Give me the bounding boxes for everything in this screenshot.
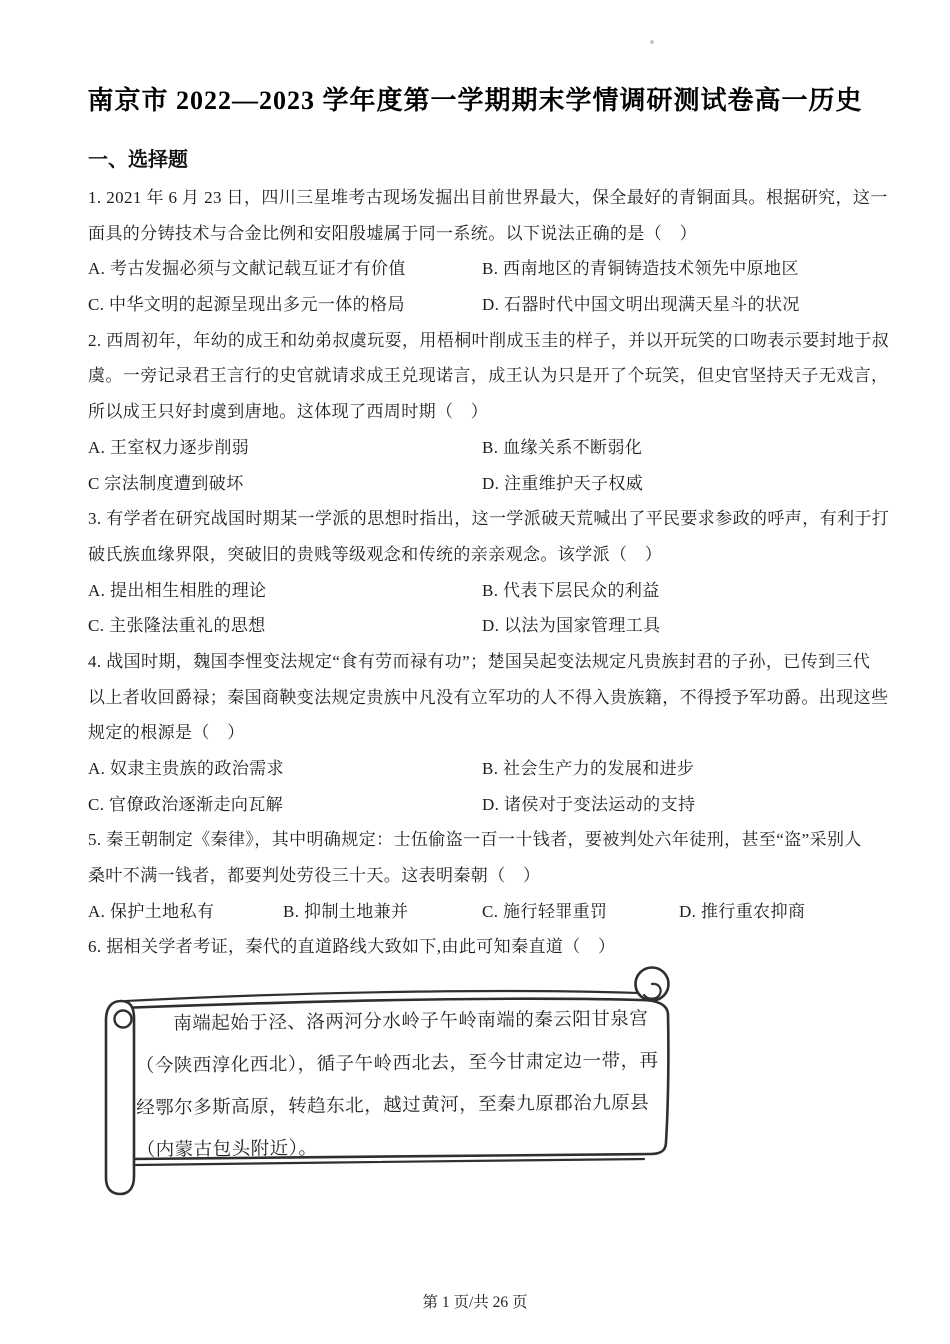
question-6-line: 6. 据相关学者考证，秦代的直道路线大致如下,由此可知秦直道（ ）	[88, 937, 616, 957]
question-4-line: 以上者收回爵禄；秦国商鞅变法规定贵族中凡没有立军功的人不得入贵族籍，不得授予军功爵。出现这些	[88, 687, 889, 707]
scan-artifact-dot	[650, 40, 654, 44]
question-3-options-row	[88, 573, 880, 609]
scroll-line: （内蒙古包头附近）。	[136, 1138, 318, 1161]
scroll-line: 经鄂尔多斯高原，转趋东北，越过黄河，至秦九原郡治九原县	[136, 1093, 650, 1119]
option-d: D. 推行重农抑商	[679, 901, 806, 921]
option-a: A. 考古发掘必须与文献记载互证才有价值	[88, 259, 406, 279]
question-4-line: 4. 战国时期，魏国李悝变法规定“食有劳而禄有功”；楚国吴起变法规定凡贵族封君的子孙，已传到三代	[88, 651, 871, 671]
question-5-options-row	[88, 894, 880, 930]
question-1-options-row	[88, 251, 880, 287]
question-3-line: 3. 有学者在研究战国时期某一学派的思想时指出，这一学派破天荒喊出了平民要求参政的呼声，有利于打	[88, 509, 890, 529]
page-title: 南京市 2022—2023 学年度第一学期期末学情调研测试卷高一历史	[87, 86, 863, 115]
question-4-options-row	[88, 787, 880, 823]
question-1-options-row	[88, 287, 880, 323]
option-d: D. 注重维护天子权威	[482, 473, 644, 493]
option-d: D. 石器时代中国文明出现满天星斗的状况	[482, 295, 800, 315]
option-a: A. 提出相生相胜的理论	[88, 580, 267, 600]
option-b: B. 抑制土地兼并	[283, 901, 409, 921]
option-c: C. 主张隆法重礼的思想	[88, 616, 266, 636]
option-c: C. 施行轻罪重罚	[482, 901, 608, 921]
option-b: B. 代表下层民众的利益	[482, 580, 660, 600]
option-b: B. 血缘关系不断弱化	[482, 437, 643, 457]
option-c: C 宗法制度遭到破坏	[88, 473, 244, 493]
option-c: C. 官僚政治逐渐走向瓦解	[88, 794, 284, 814]
option-a: A. 保护土地私有	[88, 901, 215, 921]
scroll-line: 南端起始于泾、洛两河分水岭子午岭南端的秦云阳甘泉宫	[173, 1009, 649, 1035]
questions-block	[88, 180, 890, 965]
question-1-line: 1. 2021 年 6 月 23 日，四川三星堆考古现场发掘出目前世界最大，保全最好的青铜面具。根据研究，这一	[88, 188, 888, 207]
option-d: D. 诸侯对于变法运动的支持	[482, 794, 696, 814]
question-3-options-row	[88, 608, 880, 644]
page-number: 第 1 页/共 26 页	[422, 1294, 528, 1311]
scroll-text	[135, 998, 665, 1172]
question-2-options-row	[88, 430, 880, 466]
scroll-figure	[90, 960, 690, 1210]
question-3-line: 破氏族血缘界限，突破旧的贵贱等级观念和传统的亲亲观念。该学派（ ）	[88, 544, 663, 564]
question-2-line: 2. 西周初年，年幼的成王和幼弟叔虞玩耍，用梧桐叶削成玉圭的样子，并以开玩笑的口吻表示要封地于叔	[88, 330, 890, 350]
question-1-line: 面具的分铸技术与合金比例和安阳殷墟属于同一系统。以下说法正确的是（ ）	[88, 223, 697, 243]
question-2-options-row	[88, 466, 880, 502]
question-5-line: 桑叶不满一钱者，都要判处劳役三十天。这表明秦朝（ ）	[88, 866, 541, 886]
question-5-line: 5. 秦王朝制定《秦律》，其中明确规定：士伍偷盗一百一十钱者，要被判处六年徒刑，甚至“盗”采别人	[88, 830, 862, 850]
option-a: A. 奴隶主贵族的政治需求	[88, 759, 284, 778]
scroll-line: （今陕西淳化西北），循子午岭西北去，至今甘肃定边一带，再	[135, 1051, 659, 1077]
section-heading: 一、选择题	[88, 149, 188, 171]
option-d: D. 以法为国家管理工具	[482, 616, 661, 636]
question-4-line: 规定的根源是（ ）	[88, 723, 245, 743]
option-c: C. 中华文明的起源呈现出多元一体的格局	[88, 295, 405, 315]
option-b: B. 社会生产力的发展和进步	[482, 759, 695, 778]
question-2-line: 虞。一旁记录君王言行的史官就请求成王兑现诺言，成王认为只是开了个玩笑，但史官坚持天子无戏言，	[88, 366, 889, 386]
option-a: A. 王室权力逐步削弱	[88, 437, 250, 457]
question-4-options-row	[88, 751, 880, 787]
option-b: B. 西南地区的青铜铸造技术领先中原地区	[482, 259, 799, 279]
question-2-line: 所以成王只好封虞到唐地。这体现了西周时期（ ）	[88, 402, 489, 422]
